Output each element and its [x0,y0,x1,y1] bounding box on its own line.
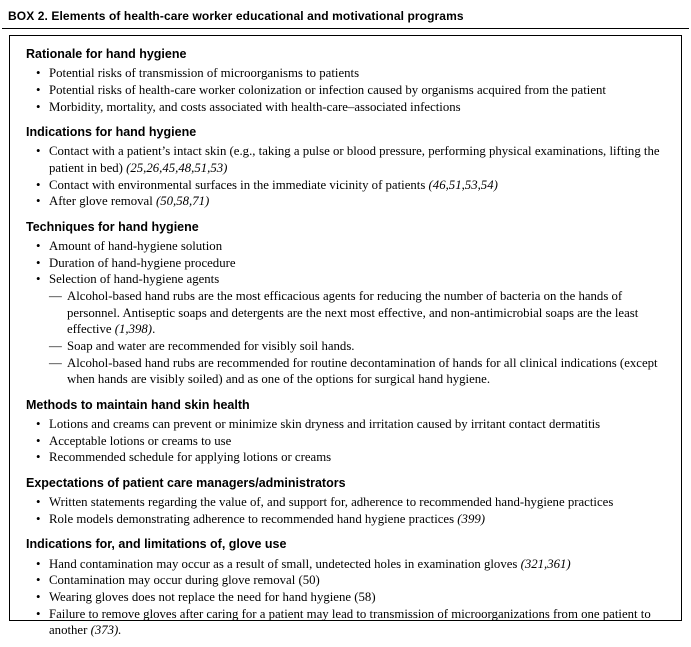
title-rule [2,28,689,29]
item-text: Duration of hand-hygiene procedure [49,255,236,270]
item-text: Hand contamination may occur as a result of small, undetected holes in examination gloves (321,361) [49,556,571,571]
item-text: Recommended schedule for applying lotions or creams [49,450,332,465]
section-heading: Indications for, and limitations of, glove use [26,537,287,552]
bullet-icon: • [36,66,41,81]
dash-icon: — [49,355,62,370]
bullet-icon: • [36,239,41,254]
list-item [26,193,665,210]
list-item [26,82,665,99]
dash-icon: — [49,289,62,303]
item-text: Written statements regarding the value of, and support for, adherence to recommended hand-hygiene practices [49,495,614,510]
item-text: Contamination may occur during glove removal (50) [49,573,320,588]
item-text: Contact with environmental surfaces in the immediate vicinity of patients (46,51,53,54) [49,177,498,192]
bullet-icon: • [36,177,41,192]
section [26,536,665,638]
bullet-icon: • [36,606,41,621]
list-item [26,288,665,338]
section-heading: Rationale for hand hygiene [26,47,187,61]
bullet-icon: • [36,511,41,526]
section [26,124,665,210]
list-item [26,433,665,450]
list-item [26,338,665,355]
section-heading: Methods to maintain hand skin health [26,397,250,412]
bullet-icon: • [36,255,41,270]
bullet-icon: • [36,99,41,114]
item-text: Failure to remove gloves after caring for a patient may lead to transmission of microorganizations from one patient to another (373). [49,606,651,638]
bullet-icon: • [36,589,41,604]
item-text: Alcohol-based hand rubs are the most efficacious agents for reducing the number of bacteria on the hands of personnel. Antiseptic soaps and detergents are the next most effective, and non-antimicrobial soaps are the least effective (1,398). [67,289,639,337]
citation-ref: (321,361) [520,556,571,571]
content-box [9,35,682,638]
bullet-icon: • [36,194,41,209]
citation-ref: (1,398) [114,322,153,337]
list-item [26,494,665,511]
citation-ref: (50,58,71) [155,194,210,209]
list-item [26,589,665,606]
citation-ref: (399) [457,511,486,526]
item-text: Acceptable lotions or creams to use [49,433,232,448]
list-item [26,572,665,589]
section [26,475,665,528]
list-item [26,449,665,466]
list-item [26,238,665,255]
list-item [26,65,665,82]
item-text: Amount of hand-hygiene solution [49,239,223,254]
item-text: After glove removal (50,58,71) [49,194,210,209]
list-item [26,143,665,176]
item-text: Potential risks of health-care worker colonization or infection caused by organisms acquired from the patient [49,82,606,97]
bullet-icon: • [36,417,41,431]
list-item [26,99,665,116]
list-item [26,606,665,639]
item-text: Morbidity, mortality, and costs associated with health-care–associated infections [49,99,461,114]
citation-ref: (25,26,45,48,51,53) [126,161,228,175]
list-item [26,511,665,528]
list-item [26,355,665,388]
bullet-icon: • [36,144,41,159]
bullet-icon: • [36,433,41,448]
list-item [26,255,665,272]
sections-container [26,46,665,639]
section [26,219,665,388]
item-text: Selection of hand-hygiene agents [49,272,220,287]
section-heading: Expectations of patient care managers/administrators [26,475,346,490]
list-item [26,177,665,194]
list-item [26,416,665,433]
bullet-icon: • [36,573,41,588]
item-text: Contact with a patient’s intact skin (e.g., taking a pulse or blood pressure, performing physical examinations, lifting the patient in bed) (25,26,45,48,51,53) [49,144,660,175]
list-item [26,556,665,573]
list-item [26,271,665,288]
section-heading: Indications for hand hygiene [26,125,197,140]
item-text: Role models demonstrating adherence to recommended hand hygiene practices (399) [49,511,486,526]
item-text: Wearing gloves does not replace the need for hand hygiene (58) [49,589,376,604]
section [26,46,665,115]
bullet-icon: • [36,272,41,287]
dash-icon: — [49,338,62,353]
item-text: Lotions and creams can prevent or minimize skin dryness and irritation caused by irritant contact dermatitis [49,417,601,431]
item-text: Alcohol-based hand rubs are recommended for routine decontamination of hands for all clinical indications (except when hands are visibly soiled) and as one of the options for surgical hand hygiene. [67,355,658,387]
section-heading: Techniques for hand hygiene [26,219,199,234]
box-title: BOX 2. Elements of health-care worker educational and motivational programs [8,9,464,23]
bullet-icon: • [36,450,41,465]
item-text: Potential risks of transmission of microorganisms to patients [49,66,360,81]
bullet-icon: • [36,82,41,97]
section [26,397,665,466]
item-text: Soap and water are recommended for visibly soil hands. [67,338,355,353]
citation-ref: (373). [90,623,122,638]
bullet-icon: • [36,556,41,571]
bullet-icon: • [36,495,41,510]
citation-ref: (46,51,53,54) [428,177,498,192]
